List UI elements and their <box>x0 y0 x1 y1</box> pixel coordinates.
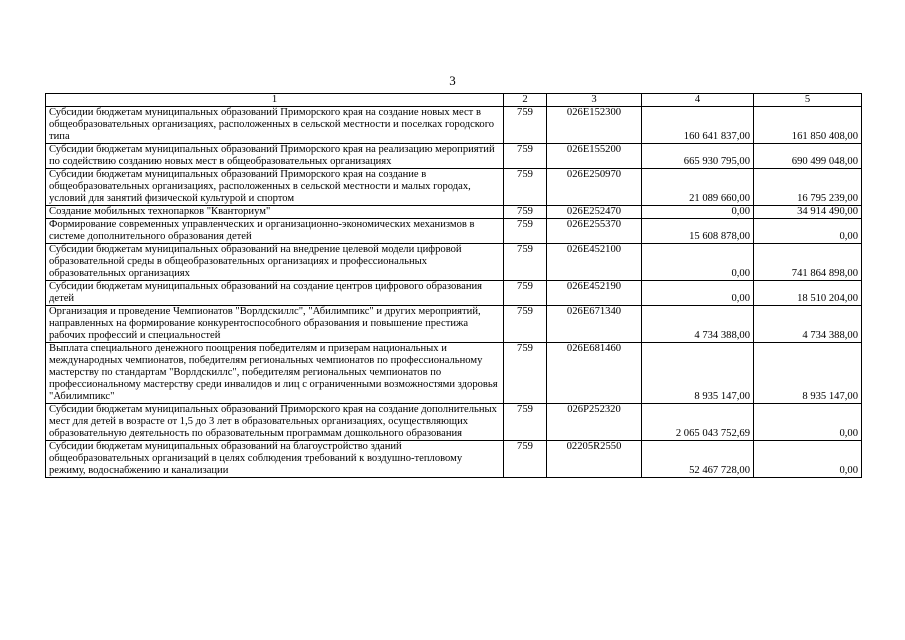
cell-article: 026E452190 <box>547 281 642 306</box>
cell-amount-1: 0,00 <box>642 244 754 281</box>
cell-code: 759 <box>504 441 547 478</box>
cell-name: Субсидии бюджетам муниципальных образований на внедрение целевой модели цифровой образовательной среды в общеобразовательных организациях и профессиональных образовательных организациях <box>46 244 504 281</box>
cell-article: 026E252470 <box>547 206 642 219</box>
cell-code: 759 <box>504 206 547 219</box>
table-row <box>46 144 862 169</box>
cell-amount-1: 8 935 147,00 <box>642 343 754 404</box>
header-cell-amount-2: 5 <box>754 94 862 107</box>
table-header-row <box>46 94 862 107</box>
cell-amount-1: 52 467 728,00 <box>642 441 754 478</box>
table-row <box>46 404 862 441</box>
table-row <box>46 343 862 404</box>
table-row <box>46 107 862 144</box>
cell-amount-2: 161 850 408,00 <box>754 107 862 144</box>
cell-code: 759 <box>504 281 547 306</box>
cell-article: 02205R2550 <box>547 441 642 478</box>
cell-amount-1: 15 608 878,00 <box>642 219 754 244</box>
cell-amount-1: 0,00 <box>642 281 754 306</box>
cell-article: 026P252320 <box>547 404 642 441</box>
header-cell-article: 3 <box>547 94 642 107</box>
cell-name: Выплата специального денежного поощрения победителям и призерам национальных и международных чемпионатов, победителям региональных чемпионатов по профессиональному мастерству по стандартам "Ворлдскиллс", победителям региональных чемпионатов по профессиональному мастерству среди инвалидов и лиц с ограниченными возможностями здоровья "Абилимпикс" <box>46 343 504 404</box>
cell-code: 759 <box>504 244 547 281</box>
cell-name: Создание мобильных технопарков "Кванториум" <box>46 206 504 219</box>
cell-code: 759 <box>504 404 547 441</box>
cell-article: 026E681460 <box>547 343 642 404</box>
cell-code: 759 <box>504 306 547 343</box>
cell-amount-2: 34 914 490,00 <box>754 206 862 219</box>
cell-name: Организация и проведение Чемпионатов "Ворлдскиллс", "Абилимпикс" и других мероприятий, направленных на формирование конкурентоспособного образования и повышение престижа рабочих профессий и специальностей <box>46 306 504 343</box>
page-number: 3 <box>449 73 456 88</box>
cell-name: Субсидии бюджетам муниципальных образований Приморского края на реализацию мероприятий по содействию созданию новых мест в общеобразовательных организациях <box>46 144 504 169</box>
cell-amount-1: 160 641 837,00 <box>642 107 754 144</box>
cell-amount-2: 690 499 048,00 <box>754 144 862 169</box>
cell-name: Субсидии бюджетам муниципальных образований Приморского края на создание дополнительных мест для детей в возрасте от 1,5 до 3 лет в образовательных организациях, осуществляющих образовательную деятельность по образовательным программам дошкольного образования <box>46 404 504 441</box>
cell-name: Субсидии бюджетам муниципальных образований Приморского края на создание новых мест в общеобразовательных организациях, расположенных в сельской местности и поселках городского типа <box>46 107 504 144</box>
cell-code: 759 <box>504 169 547 206</box>
cell-code: 759 <box>504 144 547 169</box>
cell-amount-2: 16 795 239,00 <box>754 169 862 206</box>
header-cell-code: 2 <box>504 94 547 107</box>
table-row <box>46 169 862 206</box>
cell-name: Формирование современных управленческих и организационно-экономических механизмов в системе дополнительного образования детей <box>46 219 504 244</box>
cell-code: 759 <box>504 107 547 144</box>
cell-amount-1: 0,00 <box>642 206 754 219</box>
cell-name: Субсидии бюджетам муниципальных образований на благоустройство зданий общеобразовательных организаций в целях соблюдения требований к воздушно-тепловому режиму, водоснабжению и канализации <box>46 441 504 478</box>
header-cell-amount-1: 4 <box>642 94 754 107</box>
table-row <box>46 219 862 244</box>
cell-amount-1: 665 930 795,00 <box>642 144 754 169</box>
cell-name: Субсидии бюджетам муниципальных образований Приморского края на создание в общеобразовательных организациях, расположенных в сельской местности и малых городах, условий для занятий физической культурой и спортом <box>46 169 504 206</box>
header-cell-name: 1 <box>46 94 504 107</box>
budget-table <box>45 93 862 478</box>
cell-amount-2: 0,00 <box>754 219 862 244</box>
cell-amount-2: 741 864 898,00 <box>754 244 862 281</box>
cell-article: 026E155200 <box>547 144 642 169</box>
cell-amount-2: 0,00 <box>754 404 862 441</box>
cell-article: 026E250970 <box>547 169 642 206</box>
table-row <box>46 244 862 281</box>
cell-amount-2: 4 734 388,00 <box>754 306 862 343</box>
cell-article: 026E152300 <box>547 107 642 144</box>
cell-article: 026E452100 <box>547 244 642 281</box>
cell-name: Субсидии бюджетам муниципальных образований на создание центров цифрового образования детей <box>46 281 504 306</box>
cell-amount-1: 4 734 388,00 <box>642 306 754 343</box>
table-row <box>46 206 862 219</box>
cell-article: 026E255370 <box>547 219 642 244</box>
cell-code: 759 <box>504 219 547 244</box>
cell-amount-2: 18 510 204,00 <box>754 281 862 306</box>
cell-article: 026E671340 <box>547 306 642 343</box>
table-row <box>46 281 862 306</box>
cell-amount-2: 8 935 147,00 <box>754 343 862 404</box>
cell-amount-2: 0,00 <box>754 441 862 478</box>
cell-amount-1: 21 089 660,00 <box>642 169 754 206</box>
table-row <box>46 306 862 343</box>
cell-code: 759 <box>504 343 547 404</box>
cell-amount-1: 2 065 043 752,69 <box>642 404 754 441</box>
table-row <box>46 441 862 478</box>
